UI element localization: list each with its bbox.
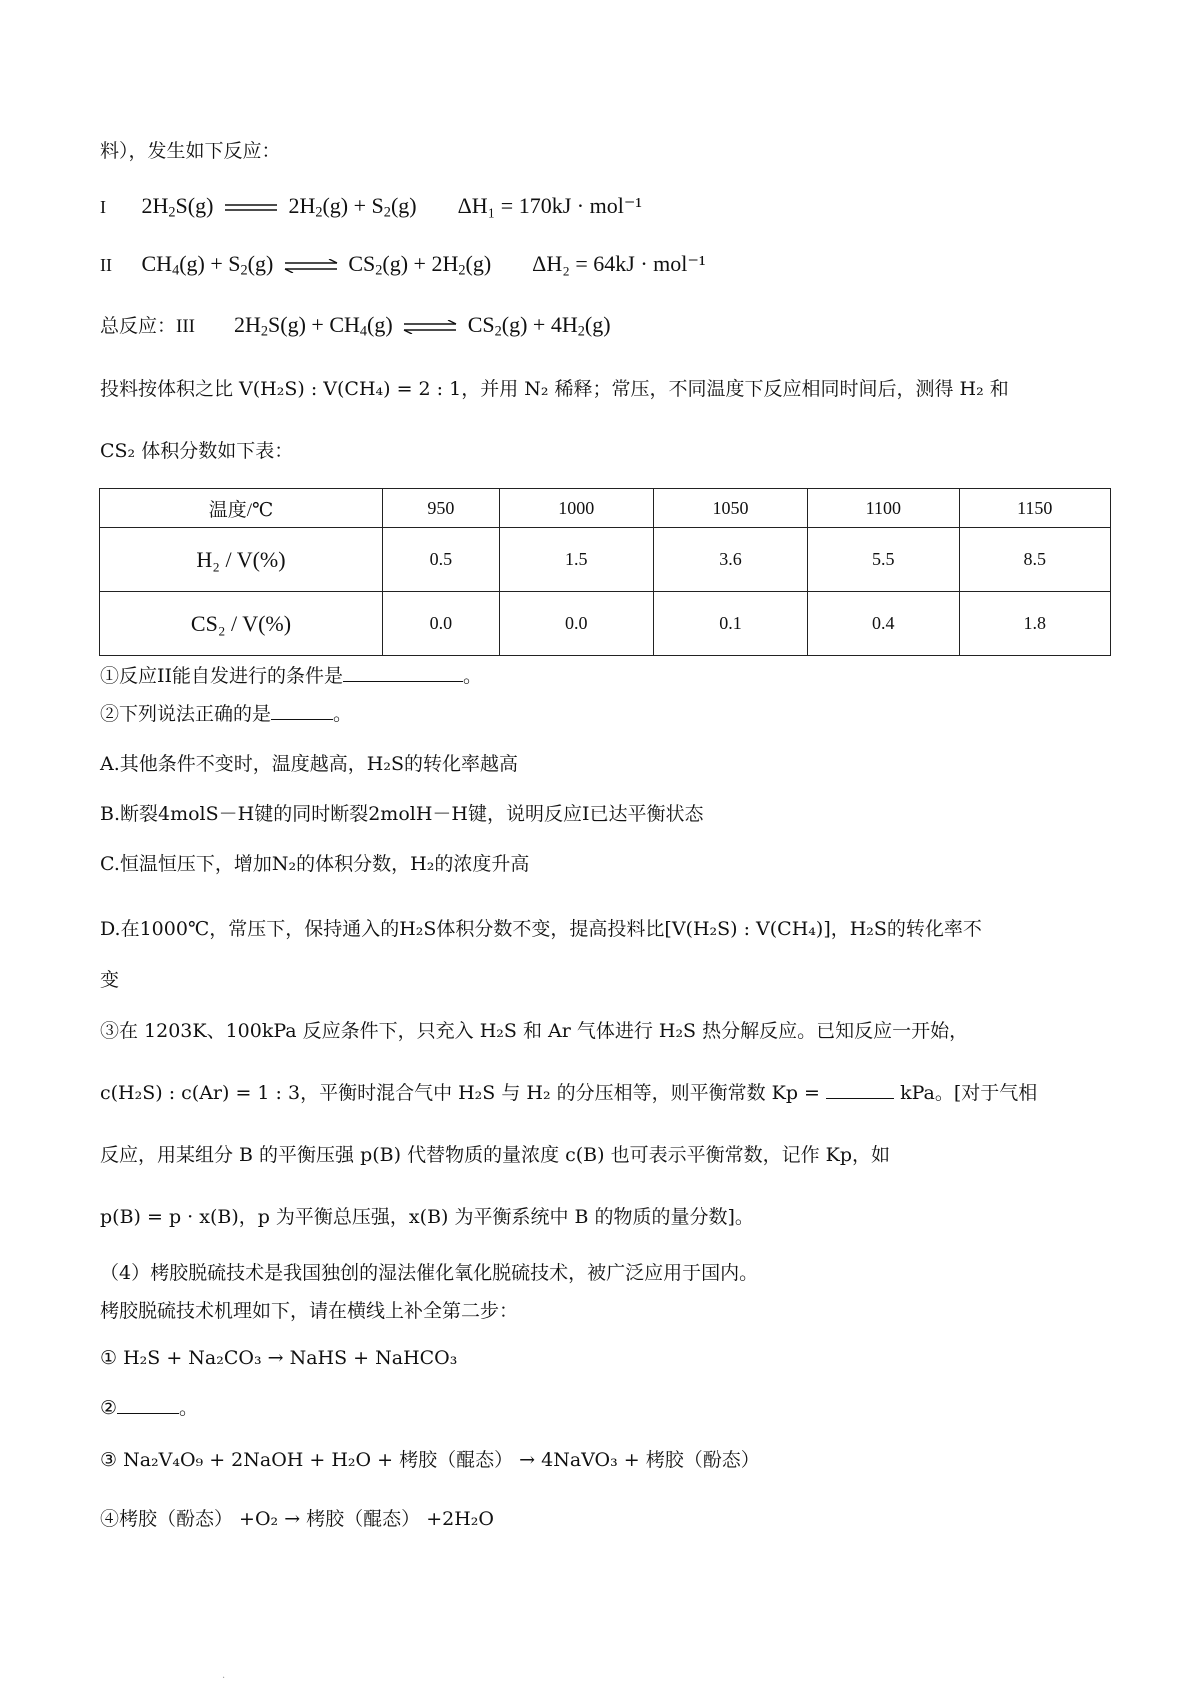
reaction-3-label: 总反应：III [100, 316, 195, 337]
question-3-line-4: p(B) = p · x(B)，p 为平衡总压强，x(B) 为平衡系统中 B 的物质的量分数]。 [100, 1206, 754, 1228]
part-4-intro: 栲胶脱硫技术机理如下，请在横线上补全第二步： [100, 1300, 519, 1322]
option-b: B.断裂4molS－H键的同时断裂2molH－H键，说明反应I已达平衡状态 [100, 803, 704, 825]
question-1-end: 。 [463, 665, 483, 687]
table-cell: 5.5 [808, 528, 959, 592]
mechanism-step-4: ④栲胶（酚态） +O₂ → 栲胶（醌态） +2H₂O [100, 1508, 494, 1530]
reaction-1-label: I [100, 197, 106, 217]
answer-blank[interactable] [826, 1097, 894, 1099]
table-cell: 0.1 [653, 592, 807, 656]
equilibrium-arrow-icon [402, 320, 458, 334]
table-header-cell: 950 [383, 489, 500, 528]
table-cell: 3.6 [653, 528, 807, 592]
table-cell: 1.8 [959, 592, 1110, 656]
mechanism-step-2-label: ② [100, 1397, 118, 1419]
question-2-end: 。 [333, 703, 353, 725]
option-a: A.其他条件不变时，温度越高，H₂S的转化率越高 [100, 753, 518, 775]
table-header-row [100, 489, 1111, 528]
table-row-label: H₂ / V(%) [100, 528, 383, 592]
table-intro-text: CS₂ 体积分数如下表： [100, 440, 294, 462]
data-table [99, 488, 1111, 656]
equilibrium-arrow-icon [283, 259, 339, 273]
question-3-line-1: ③在 1203K、100kPa 反应条件下，只充入 H₂S 和 Ar 气体进行 H₂S 热分解反应。已知反应一开始， [100, 1020, 969, 1042]
question-3-line-3: 反应，用某组分 B 的平衡压强 p(B) 代替物质的量浓度 c(B) 也可表示平衡常数，记作 Kp，如 [100, 1144, 890, 1166]
table-header-cell: 1000 [499, 489, 653, 528]
table-cell: 0.5 [383, 528, 500, 592]
reaction-2-label: II [100, 255, 112, 275]
reaction-1: I $2H_2S(g) 2H_2(g) + S_2(g) \Delta H_1 = 170kJ \cdot mol^{-1}$ [100, 193, 643, 221]
question-1-text: ①反应II能自发进行的条件是 [100, 665, 344, 687]
table-header-cell: 1150 [959, 489, 1110, 528]
table-row [100, 592, 1111, 656]
reaction-2-enthalpy: ΔH₂ = 64kJ · mol⁻¹ [532, 251, 706, 276]
table-header-label: 温度/℃ [100, 489, 383, 528]
answer-blank[interactable] [343, 680, 463, 682]
answer-blank[interactable] [271, 718, 333, 720]
table-cell: 0.0 [499, 592, 653, 656]
table-cell: 0.4 [808, 592, 959, 656]
question-2 [100, 703, 352, 726]
question-3-line-2-end: kPa。[对于气相 [900, 1082, 1038, 1104]
mechanism-step-1: ① H₂S + Na₂CO₃ → NaHS + NaHCO₃ [100, 1347, 458, 1369]
table-cell: 0.0 [383, 592, 500, 656]
option-d-continued: 变 [100, 969, 120, 991]
feed-ratio-text: 投料按体积之比 V(H₂S) : V(CH₄) = 2 : 1，并用 N₂ 稀释；常压，不同温度下反应相同时间后，测得 H₂ 和 [100, 378, 1009, 400]
part-4-title: （4）栲胶脱硫技术是我国独创的湿法催化氧化脱硫技术，被广泛应用于国内。 [100, 1262, 759, 1284]
question-1 [100, 665, 482, 688]
table-header-cell: 1100 [808, 489, 959, 528]
option-d: D.在1000℃，常压下，保持通入的H₂S体积分数不变，提高投料比[V(H₂S) : V(CH₄)]，H₂S的转化率不 [100, 918, 982, 940]
answer-blank[interactable] [117, 1412, 179, 1414]
table-header-cell: 1050 [653, 489, 807, 528]
question-2-text: ②下列说法正确的是 [100, 703, 272, 725]
mechanism-step-3: ③ Na₂V₄O₉ + 2NaOH + H₂O + 栲胶（醌态） → 4NaVO₃ + 栲胶（酚态） [100, 1449, 760, 1471]
reaction-1-enthalpy: ΔH₁ = 170kJ · mol⁻¹ [457, 193, 643, 218]
footer-dot: . [222, 1670, 226, 1681]
intro-text: 料），发生如下反应： [100, 140, 281, 162]
table-row-label: CS₂ / V(%) [100, 592, 383, 656]
option-c: C.恒温恒压下，增加N₂的体积分数，H₂的浓度升高 [100, 853, 530, 875]
table-row [100, 528, 1111, 592]
equals-arrow-icon [223, 201, 279, 215]
table-cell: 8.5 [959, 528, 1110, 592]
question-3-line-2 [100, 1082, 1037, 1105]
mechanism-step-2-end: 。 [179, 1397, 199, 1419]
table-cell: 1.5 [499, 528, 653, 592]
reaction-3: 总反应：III $2H_2S(g) + CH_4(g) CS_2(g) + 4H_2(g)$ [100, 312, 611, 340]
mechanism-step-2 [100, 1397, 198, 1420]
question-3-line-2-text: c(H₂S) : c(Ar) = 1 : 3，平衡时混合气中 H₂S 与 H₂ 的分压相等，则平衡常数 Kp = [100, 1082, 820, 1104]
reaction-2: II $CH_4(g) + S_2(g) CS_2(g) + 2H_2(g) \Delta H_2 = 64kJ \cdot mol^{-1}$ [100, 251, 706, 279]
